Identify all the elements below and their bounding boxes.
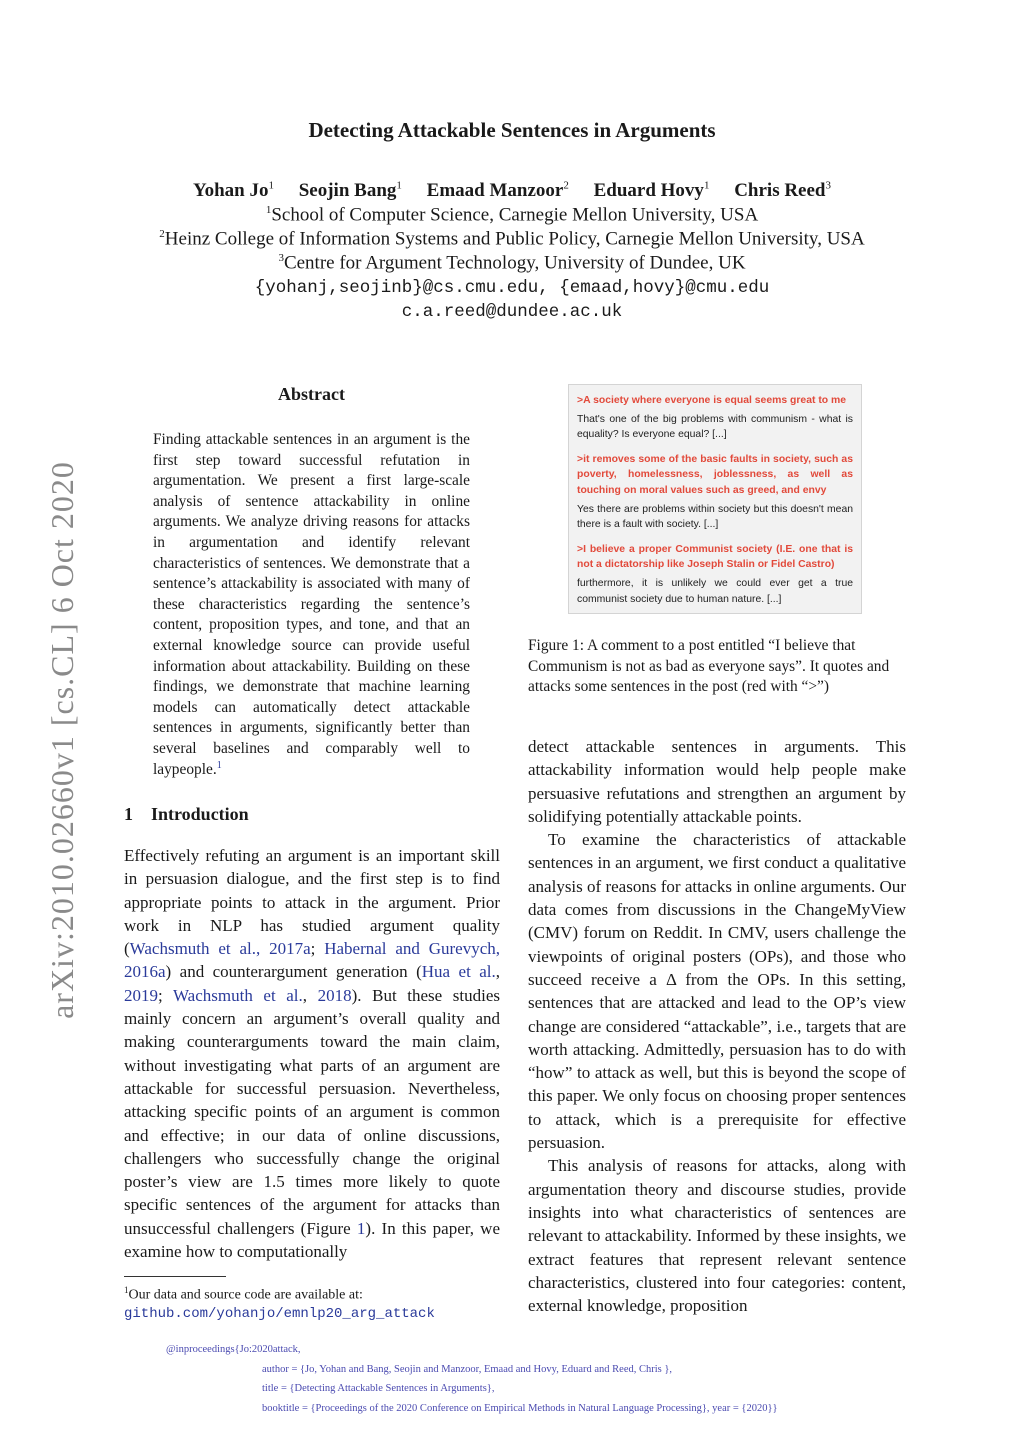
- quoted-sentence: >A society where everyone is equal seems great to me: [577, 395, 847, 406]
- paragraph: This analysis of reasons for attacks, along with argumentation theory and discourse studies, provide insights into what characteristics of sentences are relevant to attackability. Informed by these insights, we extract features that represent relevant sentence characteristics, clustered into four categories: content, external knowledge, proposition: [528, 1156, 906, 1316]
- bibtex-line: @inproceedings{Jo:2020attack,: [166, 1344, 301, 1355]
- citation-link[interactable]: Wachsmuth et al., 2017a: [129, 939, 311, 959]
- citation-link[interactable]: 2018: [317, 985, 352, 1005]
- paragraph: To examine the characteristics of attackable sentences in an argument, we first conduct a qualitative analysis of reasons for attacks in online arguments. Our data comes from discussions in the ChangeMyView (CMV) forum on Reddit. In CMV, users challenge the viewpoints of original posters (OPs), and those who succeed receive a Δ from the OPs. In this setting, sentences that are attacked and lead to the OP’s view change are considered “attackable”, i.e., targets that are worth attacking. Admittedly, persuasion has to do with “how” to attack as well, but this is beyond the scope of this paper. We only focus on choosing proper sentences to attack, which is a prerequisite for effective persuasion.: [528, 830, 906, 1153]
- citation-link[interactable]: 2019: [124, 985, 158, 1005]
- citation-link[interactable]: Habernal and Gurevych, 2016a: [124, 939, 501, 982]
- introduction-paragraph: Effectively refuting an argument is an important skill in persuasion dialogue, and the first step is to find appropriate points to attack in the argument. Prior work in NLP has studied argument quality (Wachsmuth et al., 2017a; Habernal and Gurevych, 2016a) and counterargument generation (Hua et al., 2019; Wachsmuth et al., 2018). But these studies mainly concern an argument’s overall quality and making counterarguments toward the main claim, without investigating what parts of an argument are attackable for successful persuasion. Nevertheless, attacking specific points of an argument is common and effective; in our data of online discussions, challengers who successfully change the original poster’s view are 1.5 times more likely to quote specific sentences of the argument for attacks than unsuccessful challengers (Figure 1). In this paper, we examine how to computationally: [124, 846, 501, 1262]
- author: Eduard Hovy$^1$: [593, 180, 710, 202]
- reply-text: That's one of the big problems with communism - what is equality? Is everyone equal? [...]: [577, 413, 853, 441]
- author-list: [0, 180, 1024, 202]
- citation-link[interactable]: Wachsmuth et al.: [173, 985, 303, 1005]
- citation-link[interactable]: Hua et al.: [421, 962, 496, 982]
- figure-link[interactable]: 1: [356, 1218, 366, 1238]
- quoted-sentence: >it removes some of the basic faults in society, such as poverty, homelessness, joblessness, as well as touching on moral values such as greed, and envy: [577, 453, 853, 496]
- paragraph: detect attackable sentences in arguments. This attackability information would help people make persuasive refutations and strengthen an argument by solidifying potentially attackable points.: [528, 737, 906, 826]
- reply-text: furthermore, it is unlikely we could ever get a true communist society due to human nature. [...]: [577, 577, 853, 605]
- author: Yohan Jo$^1$: [192, 180, 274, 202]
- figure-1: [568, 384, 862, 614]
- footnote: $^1$Our data and source code are available at: github.com/yohanjo/emnlp20_arg_attack: [124, 1285, 435, 1322]
- affiliation: $^1$School of Computer Science, Carnegie Mellon University, USA: [265, 204, 759, 226]
- author-emails: c.a.reed@dundee.ac.uk: [401, 302, 623, 322]
- arxiv-stamp: arXiv:2010.02660v1 [cs.CL] 6 Oct 2020: [44, 461, 80, 1019]
- bibtex-line: title = {Detecting Attackable Sentences in Arguments},: [262, 1383, 495, 1394]
- reply-text: Yes there are problems within society but this doesn't mean there is a fault with society. [...]: [577, 503, 853, 531]
- bibtex-line: booktitle = {Proceedings of the 2020 Conference on Empirical Methods in Natural Language Processing}, year = {2020}}: [262, 1402, 778, 1414]
- right-column-body: [528, 735, 906, 1317]
- footnote-rule: [124, 1276, 226, 1277]
- paper-title: Detecting Attackable Sentences in Arguments: [308, 118, 716, 142]
- footnote-ref[interactable]: 1: [216, 759, 222, 771]
- affiliation: $^3$Centre for Argument Technology, University of Dundee, UK: [278, 252, 746, 274]
- figure-caption: Figure 1: A comment to a post entitled “I believe that Communism is not as bad as everyone says”. It quotes and attacks some sentences in the post (red with “>”): [528, 637, 890, 696]
- bibtex-entry: [0, 1340, 1024, 1418]
- abstract-text: Finding attackable sentences in an argument is the first step toward successful refutation in argumentation. We present a first large-scale analysis of sentence attackability in online arguments. We analyze driving reasons for attacks in argumentation and identify relevant characteristics of sentences. We demonstrate that a sentence’s attackability is associated with many of these characteristics regarding the sentence’s content, proposition types, and tone, and that an external knowledge source can provide useful information about attackability. Building on these findings, we demonstrate that machine learning models can automatically detect attackable sentences in arguments, significantly better than several baselines and comparably well to laypeople.$^1$: [153, 431, 470, 778]
- section-heading: 1 Introduction: [124, 804, 249, 824]
- repo-link[interactable]: github.com/yohanjo/emnlp20_arg_attack: [124, 1305, 435, 1322]
- author: Seojin Bang$^1$: [298, 180, 402, 202]
- abstract-heading: Abstract: [278, 384, 345, 404]
- author-emails: {yohanj,seojinb}@cs.cmu.edu, {emaad,hovy}@cmu.edu: [254, 278, 770, 298]
- affiliation: $^2$Heinz College of Information Systems and Public Policy, Carnegie Mellon University, USA: [159, 228, 865, 250]
- author: Emaad Manzoor$^2$: [426, 180, 569, 202]
- quoted-sentence: >I believe a proper Communist society (I.E. one that is not a dictatorship like Joseph Stalin or Fidel Castro): [577, 543, 853, 571]
- bibtex-line: author = {Jo, Yohan and Bang, Seojin and Manzoor, Emaad and Hovy, Eduard and Reed, Chris },: [262, 1363, 673, 1375]
- author: Chris Reed$^3$: [734, 180, 831, 202]
